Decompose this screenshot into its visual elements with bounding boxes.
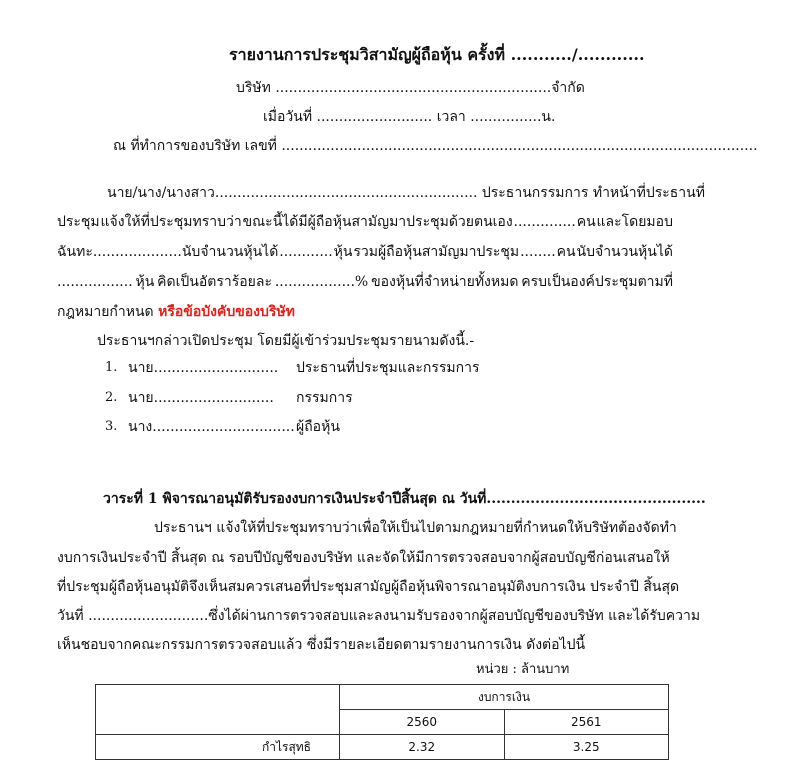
table-year-header: 2560 bbox=[340, 710, 505, 735]
attendee-role: กรรมการ bbox=[296, 390, 353, 406]
attendee-name: นาย........................... bbox=[128, 390, 274, 406]
opening-line-4 bbox=[57, 273, 673, 291]
opening-word: ประชุม bbox=[57, 214, 100, 230]
attendee-number: 2. bbox=[105, 390, 118, 405]
table-cell: 2.32 bbox=[340, 735, 505, 760]
law-text: กฎหมายกำหนด bbox=[57, 304, 154, 320]
table-group-header: งบการเงิน bbox=[340, 685, 669, 710]
attendee-role: ประธานที่ประชุมและกรรมการ bbox=[296, 360, 480, 376]
table-row-label: กำไรสุทธิ bbox=[96, 735, 340, 760]
opening-word: ........ bbox=[520, 244, 556, 260]
opening-word: หุ้น bbox=[135, 274, 155, 290]
opening-line-3 bbox=[57, 243, 673, 261]
attendee-role: ผู้ถือหุ้น bbox=[296, 419, 340, 435]
opening-line-2 bbox=[57, 213, 673, 231]
opening-word: แจ้งให้ที่ประชุมทราบว่า bbox=[100, 214, 242, 230]
opening-word: และโดยมอบ bbox=[596, 214, 673, 230]
date-time-line: เมื่อวันที่ .......................... เวลา ................น. bbox=[263, 109, 556, 125]
attendance-intro: ประธานฯกล่าวเปิดประชุม โดยมีผู้เข้าร่วมประชุมรายนามดังนี้.- bbox=[97, 333, 475, 349]
opening-word: คน bbox=[556, 244, 576, 260]
opening-word: ครบเป็นองค์ประชุมตามที่ bbox=[521, 274, 673, 290]
opening-word: ขณะนี้ได้มีผู้ถือหุ้นสามัญมาประชุมด้วยตนเอง bbox=[242, 214, 513, 230]
opening-word: นับจำนวนหุ้นได้ bbox=[576, 244, 673, 260]
agenda-paragraph-line: งบการเงินประจำปี สิ้นสุด ณ รอบปีบัญชีของบริษัท และจัดให้มีการตรวจสอบจากผู้สอบบัญชีก่อนเสนอให้ bbox=[57, 550, 670, 566]
agenda-paragraph-line: ประธานฯ แจ้งให้ที่ประชุมทราบว่าเพื่อให้เป็นไปตามกฎหมายที่กำหนดให้บริษัทต้องจัดทำ bbox=[154, 520, 677, 536]
opening-line-5 bbox=[57, 303, 295, 321]
table-year-header: 2561 bbox=[504, 710, 669, 735]
opening-word: .............. bbox=[513, 214, 576, 230]
opening-word: คิดเป็นอัตราร้อยละ bbox=[157, 274, 272, 290]
agenda-heading: วาระที่ 1 พิจารณาอนุมัติรับรองงบการเงินประจำปีสิ้นสุด ณ วันที่............................................. bbox=[103, 491, 706, 507]
agenda-paragraph-line: เห็นชอบจากคณะกรรมการตรวจสอบแล้ว ซึ่งมีรายละเอียดตามรายงานการเงิน ดังต่อไปนี้ bbox=[57, 637, 586, 653]
chairman-line: นาย/นาง/นางสาว........................................................... ประธานกรรมการ ทำหน้าที่ประธานที่ bbox=[107, 185, 705, 201]
opening-word: หุ้น bbox=[333, 244, 353, 260]
agenda-paragraph-line: ที่ประชุมผู้ถือหุ้นอนุมัติจึงเห็นสมควรเสนอที่ประชุมสามัญผู้ถือหุ้นพิจารณาอนุมัติงบการเงิน ประจำปี สิ้นสุด bbox=[57, 579, 680, 595]
company-line: บริษัท ..............................................................จำกัด bbox=[236, 80, 585, 96]
financial-table bbox=[95, 684, 669, 760]
table-row bbox=[96, 735, 669, 760]
table-header-row bbox=[96, 685, 669, 710]
unit-label: หน่วย : ล้านบาท bbox=[476, 662, 570, 677]
location-line: ณ ที่ทำการของบริษัท เลขที่ ........................................................................................................... bbox=[113, 138, 758, 154]
attendee-number: 1. bbox=[105, 360, 118, 375]
attendee-number: 3. bbox=[105, 419, 118, 434]
regulation-highlight: หรือข้อบังคับของบริษัท bbox=[158, 304, 295, 320]
opening-word: ฉันทะ....................นับจำนวนหุ้นได้ bbox=[57, 244, 279, 260]
document-title: รายงานการประชุมวิสามัญผู้ถือหุ้น ครั้งที่ .........../............ bbox=[229, 45, 645, 64]
table-cell: 3.25 bbox=[504, 735, 669, 760]
agenda-paragraph-line: วันที่ ...........................ซึ่งได้ผ่านการตรวจสอบและลงนามรับรองจากผู้สอบบัญชีของบริษัท และได้รับความ bbox=[57, 608, 701, 624]
opening-word: รวมผู้ถือหุ้นสามัญมาประชุม bbox=[353, 244, 520, 260]
table-corner-cell bbox=[96, 685, 340, 735]
attendee-name: นาย............................ bbox=[128, 360, 279, 376]
opening-word: ................. bbox=[57, 274, 133, 290]
opening-word: คน bbox=[576, 214, 596, 230]
opening-word: ของหุ้นที่จำหน่ายทั้งหมด bbox=[371, 274, 519, 290]
opening-word: ..................% bbox=[274, 274, 369, 290]
opening-word: ............ bbox=[279, 244, 333, 260]
attendee-name: นาง................................ bbox=[128, 419, 295, 435]
